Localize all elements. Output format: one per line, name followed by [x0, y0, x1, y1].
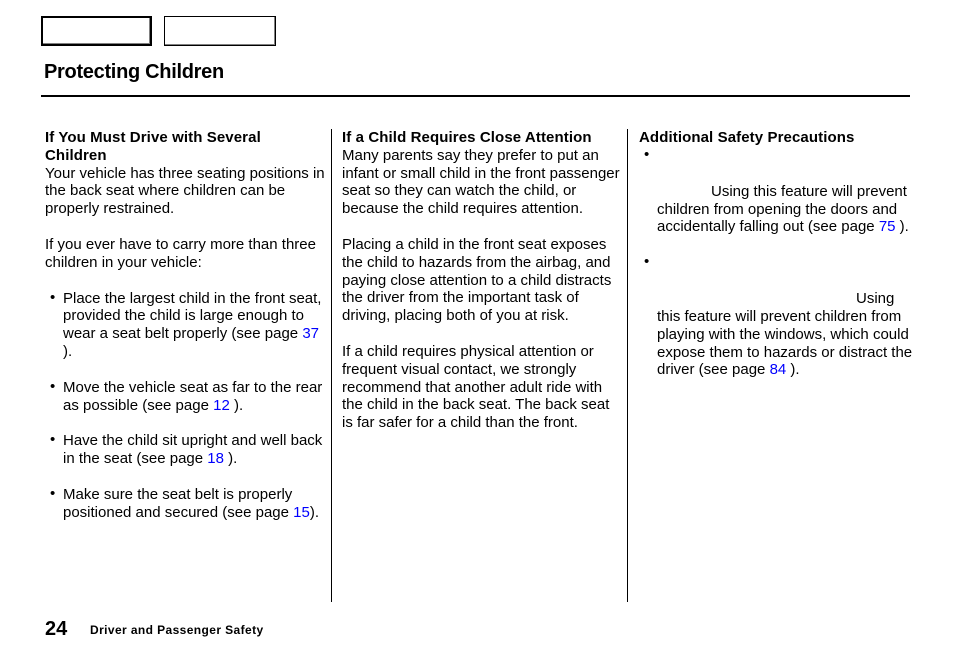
- title-divider: [41, 95, 910, 97]
- page-link[interactable]: 18: [207, 450, 224, 468]
- paragraph: Placing a child in the front seat exposes the child to hazards from the airbag, and paying close attention to a child distracts the driver from the important task of driving, placing both of you at risk.: [342, 235, 612, 325]
- section-heading: If You Must Drive with Several Children: [45, 129, 261, 164]
- list-item: • Make sure the seat belt is properly positioned and secured (see page 15).: [50, 484, 320, 521]
- page-number: 24: [45, 618, 68, 640]
- paragraph: Many parents say they prefer to put an infant or small child in the front passenger seat so they can watch the child, or because the child requires attention.: [342, 146, 620, 218]
- section-heading: If a Child Requires Close Attention: [342, 129, 592, 146]
- list-item: • Using this feature will prevent children from opening the doors and accidentally falling out (see page 75 ).: [639, 147, 914, 236]
- bullet-icon: •: [644, 145, 650, 163]
- precaution-list: [45, 290, 325, 522]
- next-page-button[interactable]: [164, 16, 276, 46]
- section-name: Driver and Passenger Safety: [90, 623, 264, 637]
- paragraph: Your vehicle has three seating positions in the back seat where children can be properly restrained.: [45, 164, 325, 218]
- paragraph: If you ever have to carry more than three children in your vehicle:: [45, 235, 316, 271]
- paragraph: If a child requires physical attention or frequent visual contact, we strongly recommend that another adult ride with the child in the back seat. The back seat is far safer for a child than the front.: [342, 342, 610, 432]
- column-close-attention: [342, 129, 620, 450]
- list-item: • Have the child sit upright and well back in the seat (see page 18 ).: [50, 431, 323, 468]
- page-link[interactable]: 12: [213, 396, 230, 414]
- page-title: Protecting Children: [44, 61, 224, 83]
- column-divider: [627, 129, 628, 602]
- precaution-list: [639, 147, 914, 379]
- section-heading: Additional Safety Precautions: [639, 129, 855, 146]
- list-item: • Move the vehicle seat as far to the rear as possible (see page 12 ).: [50, 377, 323, 414]
- column-divider: [331, 129, 332, 602]
- column-several-children: [45, 129, 325, 540]
- bullet-icon: •: [50, 377, 56, 395]
- page-link[interactable]: 37: [302, 325, 319, 343]
- list-item: • Using this feature will prevent children from playing with the windows, which could expose them to hazards or distract the driver (see page 84 ).: [644, 253, 913, 379]
- bullet-icon: •: [50, 484, 56, 502]
- list-item: • Place the largest child in the front seat, provided the child is large enough to wear a seat belt properly (see page 37 ).: [50, 288, 322, 360]
- bullet-icon: •: [50, 431, 56, 449]
- missing-image-placeholder: [657, 254, 914, 290]
- page-link[interactable]: 15: [293, 503, 310, 521]
- bullet-icon: •: [644, 253, 650, 271]
- missing-image-placeholder: [657, 147, 914, 183]
- page-link[interactable]: 84: [769, 361, 787, 379]
- page-link[interactable]: 75: [878, 218, 896, 236]
- bullet-icon: •: [50, 288, 56, 306]
- previous-page-button[interactable]: [41, 16, 152, 46]
- column-additional-precautions: [639, 129, 914, 397]
